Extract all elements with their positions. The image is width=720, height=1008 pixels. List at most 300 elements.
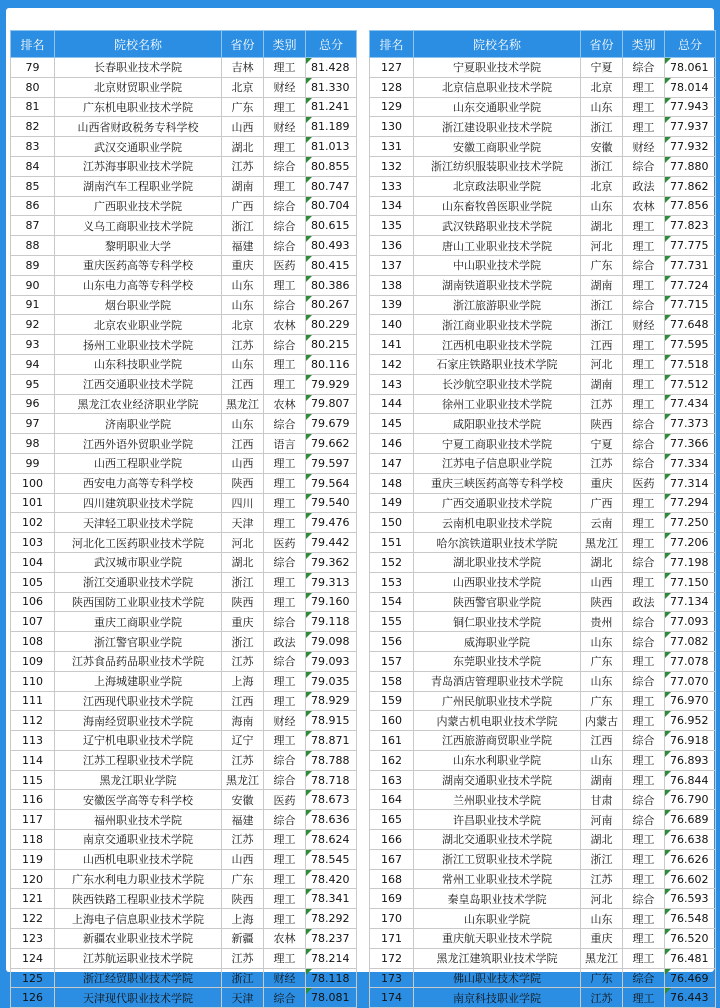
school-name-cell: 陕西警官职业学院 <box>414 592 581 612</box>
province-cell: 宁夏 <box>581 434 623 454</box>
type-cell: 理工 <box>623 335 665 355</box>
table-row <box>11 275 357 295</box>
school-name-cell: 浙江建设职业技术学院 <box>414 117 581 137</box>
rank-cell: 130 <box>370 117 414 137</box>
school-name-cell: 广东机电职业技术学院 <box>55 97 222 117</box>
province-cell: 贵州 <box>581 612 623 632</box>
province-cell: 海南 <box>222 711 264 731</box>
province-cell: 江苏 <box>581 869 623 889</box>
type-cell: 财经 <box>264 968 306 988</box>
type-cell: 理工 <box>623 493 665 513</box>
rank-cell: 160 <box>370 711 414 731</box>
school-name-cell: 义乌工商职业技术学院 <box>55 216 222 236</box>
school-name-cell: 兰州职业技术学院 <box>414 790 581 810</box>
rank-cell: 136 <box>370 236 414 256</box>
province-cell: 山东 <box>581 97 623 117</box>
province-cell: 陕西 <box>222 889 264 909</box>
rank-cell: 88 <box>11 236 55 256</box>
province-cell: 山东 <box>581 750 623 770</box>
province-cell: 湖南 <box>581 374 623 394</box>
score-cell: 77.334 <box>665 453 716 473</box>
school-name-cell: 山东交通职业学院 <box>414 97 581 117</box>
table-row <box>370 453 716 473</box>
rank-cell: 138 <box>370 275 414 295</box>
province-cell: 湖北 <box>222 137 264 157</box>
province-cell: 福建 <box>222 236 264 256</box>
table-row <box>11 77 357 97</box>
school-name-cell: 天津现代职业技术学院 <box>55 988 222 1008</box>
rank-cell: 158 <box>370 671 414 691</box>
rank-cell: 148 <box>370 473 414 493</box>
header-type: 类别 <box>623 31 665 58</box>
rank-cell: 147 <box>370 453 414 473</box>
table-row <box>11 453 357 473</box>
table-row <box>370 948 716 968</box>
score-cell: 76.638 <box>665 830 716 850</box>
school-name-cell: 海南经贸职业技术学院 <box>55 711 222 731</box>
province-cell: 江苏 <box>581 394 623 414</box>
rank-cell: 102 <box>11 513 55 533</box>
header-row <box>370 31 716 58</box>
table-row <box>370 137 716 157</box>
province-cell: 浙江 <box>581 295 623 315</box>
type-cell: 理工 <box>623 216 665 236</box>
school-name-cell: 江苏海事职业技术学院 <box>55 156 222 176</box>
score-cell: 78.214 <box>306 948 357 968</box>
table-row <box>370 394 716 414</box>
rank-cell: 149 <box>370 493 414 513</box>
province-cell: 广东 <box>581 651 623 671</box>
province-cell: 河北 <box>581 354 623 374</box>
province-cell: 新疆 <box>222 929 264 949</box>
table-row <box>11 97 357 117</box>
province-cell: 浙江 <box>581 315 623 335</box>
score-cell: 78.624 <box>306 830 357 850</box>
table-row <box>11 929 357 949</box>
school-name-cell: 浙江旅游职业学院 <box>414 295 581 315</box>
rank-cell: 96 <box>11 394 55 414</box>
score-cell: 77.937 <box>665 117 716 137</box>
table-row <box>370 988 716 1008</box>
table-row <box>370 572 716 592</box>
school-name-cell: 重庆航天职业技术学院 <box>414 929 581 949</box>
rank-cell: 156 <box>370 632 414 652</box>
type-cell: 理工 <box>264 671 306 691</box>
table-row <box>11 434 357 454</box>
rank-cell: 87 <box>11 216 55 236</box>
table-row <box>370 176 716 196</box>
school-name-cell: 山东科技职业学院 <box>55 354 222 374</box>
province-cell: 重庆 <box>581 929 623 949</box>
type-cell: 理工 <box>264 374 306 394</box>
school-name-cell: 长春职业技术学院 <box>55 58 222 78</box>
school-name-cell: 山西工程职业学院 <box>55 453 222 473</box>
rank-cell: 139 <box>370 295 414 315</box>
type-cell: 农林 <box>264 315 306 335</box>
table-row <box>370 750 716 770</box>
rank-cell: 97 <box>11 414 55 434</box>
school-name-cell: 山西职业技术学院 <box>414 572 581 592</box>
score-cell: 77.366 <box>665 434 716 454</box>
school-name-cell: 安徽医学高等专科学校 <box>55 790 222 810</box>
province-cell: 北京 <box>581 176 623 196</box>
score-cell: 78.673 <box>306 790 357 810</box>
score-cell: 81.330 <box>306 77 357 97</box>
school-name-cell: 咸阳职业技术学院 <box>414 414 581 434</box>
table-row <box>11 473 357 493</box>
table-row <box>11 691 357 711</box>
province-cell: 湖北 <box>581 216 623 236</box>
province-cell: 广东 <box>581 691 623 711</box>
score-cell: 76.893 <box>665 750 716 770</box>
rank-cell: 108 <box>11 632 55 652</box>
rank-cell: 92 <box>11 315 55 335</box>
type-cell: 综合 <box>264 156 306 176</box>
type-cell: 综合 <box>264 770 306 790</box>
province-cell: 湖北 <box>222 552 264 572</box>
type-cell: 理工 <box>264 473 306 493</box>
province-cell: 江苏 <box>581 988 623 1008</box>
table-row <box>370 117 716 137</box>
province-cell: 安徽 <box>222 790 264 810</box>
rank-cell: 154 <box>370 592 414 612</box>
table-row <box>11 117 357 137</box>
province-cell: 陕西 <box>222 592 264 612</box>
header-province: 省份 <box>581 31 623 58</box>
table-row <box>11 572 357 592</box>
table-row <box>11 651 357 671</box>
school-name-cell: 秦皇岛职业技术学院 <box>414 889 581 909</box>
rank-cell: 153 <box>370 572 414 592</box>
type-cell: 理工 <box>623 711 665 731</box>
school-name-cell: 山西省财政税务专科学校 <box>55 117 222 137</box>
ranking-table-right <box>369 30 716 1008</box>
rank-cell: 121 <box>11 889 55 909</box>
type-cell: 理工 <box>623 513 665 533</box>
table-row <box>370 968 716 988</box>
province-cell: 浙江 <box>581 156 623 176</box>
score-cell: 79.476 <box>306 513 357 533</box>
table-row <box>370 552 716 572</box>
score-cell: 79.098 <box>306 632 357 652</box>
province-cell: 陕西 <box>222 473 264 493</box>
table-row <box>370 869 716 889</box>
rank-cell: 167 <box>370 849 414 869</box>
score-cell: 77.862 <box>665 176 716 196</box>
type-cell: 医药 <box>264 255 306 275</box>
table-row <box>370 889 716 909</box>
school-name-cell: 上海城建职业学院 <box>55 671 222 691</box>
table-row <box>11 750 357 770</box>
school-name-cell: 江西外语外贸职业学院 <box>55 434 222 454</box>
type-cell: 医药 <box>623 473 665 493</box>
table-row <box>11 156 357 176</box>
score-cell: 77.198 <box>665 552 716 572</box>
header-name: 院校名称 <box>414 31 581 58</box>
school-name-cell: 湖南交通职业技术学院 <box>414 770 581 790</box>
school-name-cell: 北京政法职业学院 <box>414 176 581 196</box>
type-cell: 理工 <box>623 988 665 1008</box>
rank-cell: 80 <box>11 77 55 97</box>
province-cell: 甘肃 <box>581 790 623 810</box>
rank-cell: 145 <box>370 414 414 434</box>
type-cell: 综合 <box>623 156 665 176</box>
rank-cell: 133 <box>370 176 414 196</box>
table-row <box>370 592 716 612</box>
school-name-cell: 东莞职业技术学院 <box>414 651 581 671</box>
type-cell: 综合 <box>264 335 306 355</box>
rank-cell: 99 <box>11 453 55 473</box>
province-cell: 广东 <box>581 255 623 275</box>
score-cell: 79.929 <box>306 374 357 394</box>
table-row <box>370 671 716 691</box>
header-score: 总分 <box>665 31 716 58</box>
type-cell: 综合 <box>623 58 665 78</box>
school-name-cell: 重庆医药高等专科学校 <box>55 255 222 275</box>
table-row <box>370 77 716 97</box>
rank-cell: 113 <box>11 731 55 751</box>
school-name-cell: 河北化工医药职业技术学院 <box>55 533 222 553</box>
rank-cell: 159 <box>370 691 414 711</box>
header-score: 总分 <box>306 31 357 58</box>
school-name-cell: 武汉城市职业学院 <box>55 552 222 572</box>
school-name-cell: 陕西国防工业职业技术学院 <box>55 592 222 612</box>
score-cell: 77.314 <box>665 473 716 493</box>
type-cell: 理工 <box>623 909 665 929</box>
type-cell: 综合 <box>623 552 665 572</box>
table-row <box>370 731 716 751</box>
table-row <box>370 651 716 671</box>
table-row <box>370 770 716 790</box>
school-name-cell: 辽宁机电职业技术学院 <box>55 731 222 751</box>
type-cell: 医药 <box>264 533 306 553</box>
rank-cell: 165 <box>370 810 414 830</box>
type-cell: 综合 <box>264 414 306 434</box>
rank-cell: 81 <box>11 97 55 117</box>
school-name-cell: 四川建筑职业技术学院 <box>55 493 222 513</box>
type-cell: 政法 <box>623 176 665 196</box>
school-name-cell: 佛山职业技术学院 <box>414 968 581 988</box>
type-cell: 综合 <box>623 810 665 830</box>
type-cell: 财经 <box>264 117 306 137</box>
type-cell: 理工 <box>264 691 306 711</box>
school-name-cell: 湖北交通职业技术学院 <box>414 830 581 850</box>
score-cell: 80.116 <box>306 354 357 374</box>
table-row <box>370 830 716 850</box>
province-cell: 江西 <box>581 335 623 355</box>
province-cell: 宁夏 <box>581 58 623 78</box>
table-row <box>370 216 716 236</box>
score-cell: 78.292 <box>306 909 357 929</box>
rank-cell: 123 <box>11 929 55 949</box>
table-row <box>11 849 357 869</box>
score-cell: 81.189 <box>306 117 357 137</box>
rank-cell: 172 <box>370 948 414 968</box>
province-cell: 云南 <box>581 513 623 533</box>
school-name-cell: 长沙航空职业技术学院 <box>414 374 581 394</box>
province-cell: 江苏 <box>222 651 264 671</box>
score-cell: 76.844 <box>665 770 716 790</box>
province-cell: 陕西 <box>581 414 623 434</box>
school-name-cell: 西安电力高等专科学校 <box>55 473 222 493</box>
score-cell: 81.013 <box>306 137 357 157</box>
school-name-cell: 江西现代职业技术学院 <box>55 691 222 711</box>
score-cell: 77.373 <box>665 414 716 434</box>
score-cell: 78.118 <box>306 968 357 988</box>
province-cell: 山西 <box>222 453 264 473</box>
rank-cell: 174 <box>370 988 414 1008</box>
table-row <box>370 473 716 493</box>
type-cell: 综合 <box>264 216 306 236</box>
type-cell: 综合 <box>623 414 665 434</box>
rank-cell: 162 <box>370 750 414 770</box>
rank-cell: 117 <box>11 810 55 830</box>
type-cell: 理工 <box>264 493 306 513</box>
province-cell: 黑龙江 <box>581 948 623 968</box>
province-cell: 江苏 <box>222 830 264 850</box>
province-cell: 山东 <box>581 196 623 216</box>
rank-cell: 106 <box>11 592 55 612</box>
type-cell: 综合 <box>264 612 306 632</box>
table-row <box>370 315 716 335</box>
table-row <box>11 552 357 572</box>
rank-cell: 173 <box>370 968 414 988</box>
type-cell: 理工 <box>264 354 306 374</box>
province-cell: 安徽 <box>581 137 623 157</box>
province-cell: 广西 <box>581 493 623 513</box>
type-cell: 综合 <box>623 612 665 632</box>
province-cell: 上海 <box>222 671 264 691</box>
score-cell: 78.420 <box>306 869 357 889</box>
school-name-cell: 重庆三峡医药高等专科学校 <box>414 473 581 493</box>
rank-cell: 151 <box>370 533 414 553</box>
province-cell: 广东 <box>222 869 264 889</box>
table-row <box>370 691 716 711</box>
type-cell: 农林 <box>623 196 665 216</box>
province-cell: 广西 <box>222 196 264 216</box>
province-cell: 湖南 <box>581 770 623 790</box>
school-name-cell: 徐州工业职业技术学院 <box>414 394 581 414</box>
province-cell: 湖南 <box>222 176 264 196</box>
rank-cell: 125 <box>11 968 55 988</box>
rank-cell: 171 <box>370 929 414 949</box>
rank-cell: 111 <box>11 691 55 711</box>
score-cell: 76.790 <box>665 790 716 810</box>
rank-cell: 128 <box>370 77 414 97</box>
type-cell: 理工 <box>623 691 665 711</box>
table-row <box>11 236 357 256</box>
school-name-cell: 中山职业技术学院 <box>414 255 581 275</box>
score-cell: 79.362 <box>306 552 357 572</box>
rank-cell: 146 <box>370 434 414 454</box>
score-cell: 79.540 <box>306 493 357 513</box>
type-cell: 理工 <box>623 275 665 295</box>
table-row <box>11 295 357 315</box>
province-cell: 内蒙古 <box>581 711 623 731</box>
type-cell: 理工 <box>623 117 665 137</box>
province-cell: 浙江 <box>581 849 623 869</box>
score-cell: 80.747 <box>306 176 357 196</box>
school-name-cell: 福州职业技术学院 <box>55 810 222 830</box>
school-name-cell: 山东水利职业学院 <box>414 750 581 770</box>
rank-cell: 134 <box>370 196 414 216</box>
type-cell: 财经 <box>623 315 665 335</box>
table-row <box>11 988 357 1008</box>
province-cell: 江西 <box>222 691 264 711</box>
type-cell: 综合 <box>264 651 306 671</box>
rank-cell: 169 <box>370 889 414 909</box>
type-cell: 理工 <box>264 869 306 889</box>
score-cell: 77.823 <box>665 216 716 236</box>
score-cell: 76.548 <box>665 909 716 929</box>
score-cell: 78.915 <box>306 711 357 731</box>
school-name-cell: 江西交通职业技术学院 <box>55 374 222 394</box>
rank-cell: 93 <box>11 335 55 355</box>
rank-cell: 131 <box>370 137 414 157</box>
school-name-cell: 新疆农业职业技术学院 <box>55 929 222 949</box>
header-rank: 排名 <box>370 31 414 58</box>
type-cell: 综合 <box>623 295 665 315</box>
score-cell: 76.443 <box>665 988 716 1008</box>
school-name-cell: 云南机电职业技术学院 <box>414 513 581 533</box>
school-name-cell: 南京交通职业技术学院 <box>55 830 222 850</box>
table-row <box>370 196 716 216</box>
school-name-cell: 天津轻工职业技术学院 <box>55 513 222 533</box>
rank-cell: 170 <box>370 909 414 929</box>
table-row <box>11 948 357 968</box>
score-cell: 80.215 <box>306 335 357 355</box>
rank-cell: 132 <box>370 156 414 176</box>
score-cell: 76.593 <box>665 889 716 909</box>
type-cell: 理工 <box>264 453 306 473</box>
score-cell: 77.731 <box>665 255 716 275</box>
school-name-cell: 许昌职业技术学院 <box>414 810 581 830</box>
school-name-cell: 广州民航职业技术学院 <box>414 691 581 711</box>
type-cell: 综合 <box>623 434 665 454</box>
table-row <box>11 830 357 850</box>
table-row <box>11 632 357 652</box>
table-row <box>370 929 716 949</box>
table-row <box>370 354 716 374</box>
type-cell: 理工 <box>623 929 665 949</box>
score-cell: 78.061 <box>665 58 716 78</box>
school-name-cell: 黑龙江建筑职业技术学院 <box>414 948 581 968</box>
school-name-cell: 青岛酒店管理职业技术学院 <box>414 671 581 691</box>
table-row <box>11 137 357 157</box>
school-name-cell: 上海电子信息职业技术学院 <box>55 909 222 929</box>
table-row <box>11 770 357 790</box>
table-row <box>11 810 357 830</box>
type-cell: 综合 <box>623 255 665 275</box>
type-cell: 综合 <box>623 731 665 751</box>
score-cell: 77.932 <box>665 137 716 157</box>
score-cell: 78.718 <box>306 770 357 790</box>
score-cell: 77.512 <box>665 374 716 394</box>
school-name-cell: 宁夏工商职业技术学院 <box>414 434 581 454</box>
header-row <box>11 31 357 58</box>
score-cell: 76.952 <box>665 711 716 731</box>
score-cell: 80.415 <box>306 255 357 275</box>
score-cell: 80.493 <box>306 236 357 256</box>
province-cell: 北京 <box>581 77 623 97</box>
rank-cell: 105 <box>11 572 55 592</box>
type-cell: 财经 <box>623 137 665 157</box>
province-cell: 江苏 <box>222 335 264 355</box>
table-row <box>370 513 716 533</box>
score-cell: 78.341 <box>306 889 357 909</box>
table-row <box>370 335 716 355</box>
rank-cell: 168 <box>370 869 414 889</box>
